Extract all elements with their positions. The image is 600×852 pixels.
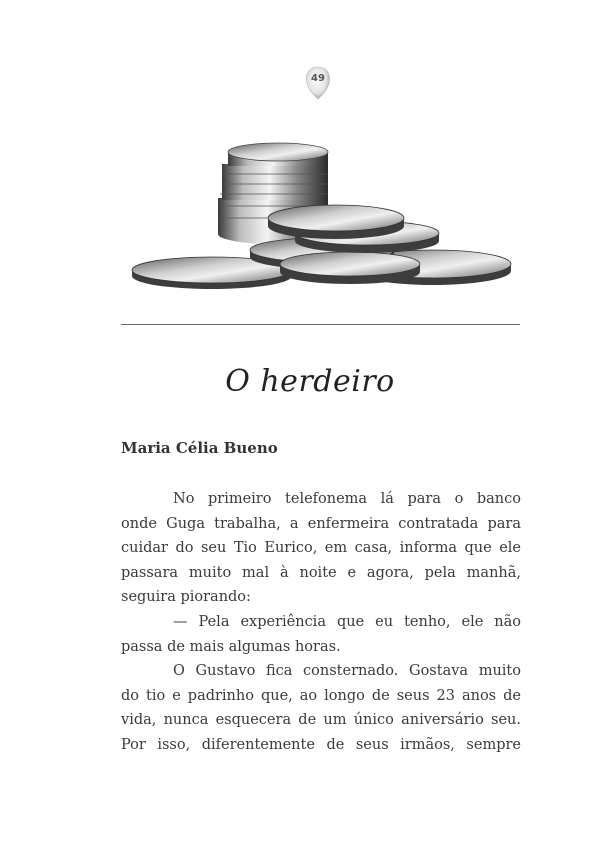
body-line: passa de mais algumas horas. — [121, 638, 341, 655]
body-line: vida, nunca esquecera de um único aniversário seu. — [121, 712, 521, 729]
author-name: Maria Célia Bueno — [121, 439, 278, 457]
chapter-title: O herdeiro — [225, 364, 395, 399]
coin-stack-illustration — [130, 138, 515, 298]
body-line: passara muito mal à noite e agora, pela manhã, — [121, 564, 521, 581]
body-line: — Pela experiência que eu tenho, ele não — [173, 613, 521, 630]
body-line: onde Guga trabalha, a enfermeira contratada para — [121, 515, 521, 532]
page-number-badge — [303, 66, 333, 100]
body-line: seguira piorando: — [121, 589, 251, 606]
coins-scattered — [132, 205, 511, 289]
body-line: cuidar do seu Tio Eurico, em casa, informa que ele — [121, 540, 521, 557]
body-text — [121, 487, 521, 758]
body-line: O Gustavo fica consternado. Gostava muito — [173, 663, 521, 680]
page-number: 49 — [311, 73, 325, 84]
body-line: Por isso, diferentemente de seus irmãos, sempre — [121, 736, 521, 753]
body-line: do tio e padrinho que, ao longo de seus 23 anos de — [121, 687, 521, 704]
section-divider — [121, 324, 520, 325]
body-line: No primeiro telefonema lá para o banco — [173, 491, 521, 507]
